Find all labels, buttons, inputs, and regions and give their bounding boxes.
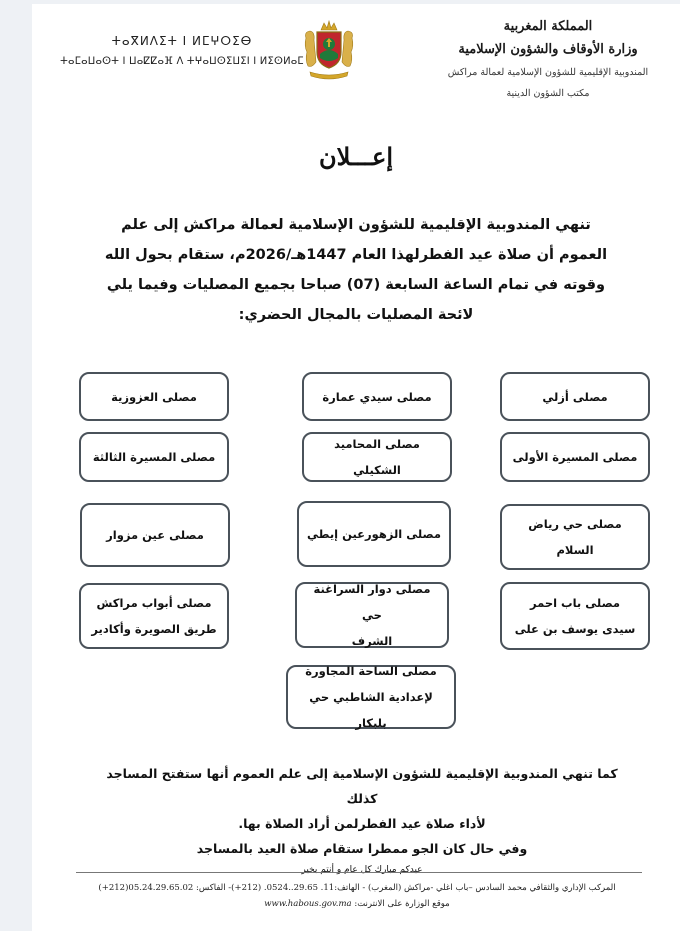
footer-address: المركب الإداري والثقافي محمد السادس –باب اغلي -مراكش (المغرب) - الهاتف:11. 29.65..0524. (212+)- الفاكس: 05.24.29.65.02(212+) — [98, 883, 616, 893]
eid-greeting: عيدكم مبارك كل عام و أنتم بخير — [301, 865, 423, 875]
musalla-name-line: مصلى الساحة المجاورة — [305, 664, 437, 678]
document-page — [32, 4, 680, 931]
musalla-name-line: مصلى دوار السراغنة حي — [313, 582, 431, 622]
closing-line: وفي حال كان الجو ممطرا ستقام صلاة العيد بالمساجد — [196, 841, 528, 856]
musalla-name: مصلى العزوزية — [111, 389, 197, 404]
closing-notes — [92, 761, 632, 879]
closing-line: لأداء صلاة عيد الفطرلمن أراد الصلاة بها. — [238, 816, 486, 831]
musalla-box — [500, 372, 650, 421]
footer — [62, 880, 652, 912]
musalla-name-line: لإعدادية الشاطبي حي بلبكار — [309, 690, 433, 730]
intro-line: لائحة المصليات بالمجال الحضري: — [238, 307, 474, 323]
intro-line: وقوته في تمام الساعة السابعة (07) صباحا بجميع المصليات وفيما يلي — [106, 277, 606, 293]
letterhead — [428, 12, 668, 104]
musalla-box — [302, 432, 452, 482]
musalla-box — [500, 504, 650, 570]
musalla-name-line: طريق الصويرة وأكادير — [91, 622, 217, 636]
office-name: مكتب الشؤون الدينية — [506, 88, 590, 99]
musalla-name-line: مصلى حي رياض — [528, 517, 622, 531]
coat-of-arms-icon — [302, 18, 356, 82]
website-label: موقع الوزارة على الانترنت: — [354, 899, 450, 909]
musalla-name-line: الشرف — [351, 634, 393, 648]
announcement-title: إعـــلان — [318, 142, 394, 171]
musalla-name: مصلى المسيرة الثالثة — [92, 450, 216, 464]
musalla-name: مصلى أزلي — [542, 389, 608, 404]
tifinagh-kingdom: ⵜⴰⴳⵍⴷⵉⵜ ⵏ ⵍⵎⵖⵔⵉⴱ — [111, 34, 253, 48]
musalla-box — [79, 583, 229, 649]
musalla-box — [80, 503, 230, 567]
musalla-box — [297, 501, 451, 567]
website-link[interactable]: www.habous.gov.ma — [264, 899, 352, 909]
tifinagh-ministry: ⵜⴰⵎⴰⵡⴰⵙⵜ ⵏ ⵡⴰⵇⵇⴰⴼ ⴷ ⵜⵖⴰⵡⵙⵉⵡⵉⵏ ⵏ ⵍⵉⵙⵍⴰⵎ — [60, 56, 304, 67]
musalla-name-line: سيدى يوسف بن على — [514, 622, 636, 636]
musalla-box — [500, 582, 650, 650]
delegation-name: المندوبية الإقليمية للشؤون الإسلامية لعمالة مراكش — [447, 67, 649, 78]
musalla-name: مصلى المسيرة الأولى — [512, 450, 638, 464]
kingdom-name: المملكة المغربية — [503, 19, 593, 34]
musalla-name: مصلى سيدي عمارة — [322, 389, 432, 404]
musalla-box — [500, 432, 650, 482]
musalla-name-line: السلام — [556, 543, 594, 557]
announcement-intro — [92, 210, 620, 330]
intro-line: العموم أن صلاة عيد الفطرلهذا العام 1447هـ/2026م، ستقام بحول الله — [104, 247, 608, 263]
musalla-name: مصلى المحاميد الشكيلي — [334, 437, 420, 477]
musalla-box — [302, 372, 452, 421]
ministry-name: وزارة الأوقاف والشؤون الإسلامية — [458, 42, 638, 57]
musalla-box — [79, 432, 229, 482]
footer-divider — [76, 872, 642, 873]
musalla-name-line: مصلى أبواب مراكش — [96, 596, 212, 610]
intro-line: تنهي المندوبية الإقليمية للشؤون الإسلامية لعمالة مراكش إلى علم — [121, 217, 591, 233]
musalla-name: مصلى الزهورعين إيطي — [307, 527, 442, 541]
musalla-box — [295, 582, 449, 648]
musalla-name-line: مصلى باب احمر — [529, 596, 621, 610]
musalla-box — [79, 372, 229, 421]
closing-line: كما تنهي المندوبية الإقليمية للشؤون الإسلامية إلى علم العموم أنها ستفتح المساجد كذلك — [106, 766, 618, 806]
musalla-box — [286, 665, 456, 729]
musalla-name: مصلى عين مزوار — [106, 528, 204, 542]
